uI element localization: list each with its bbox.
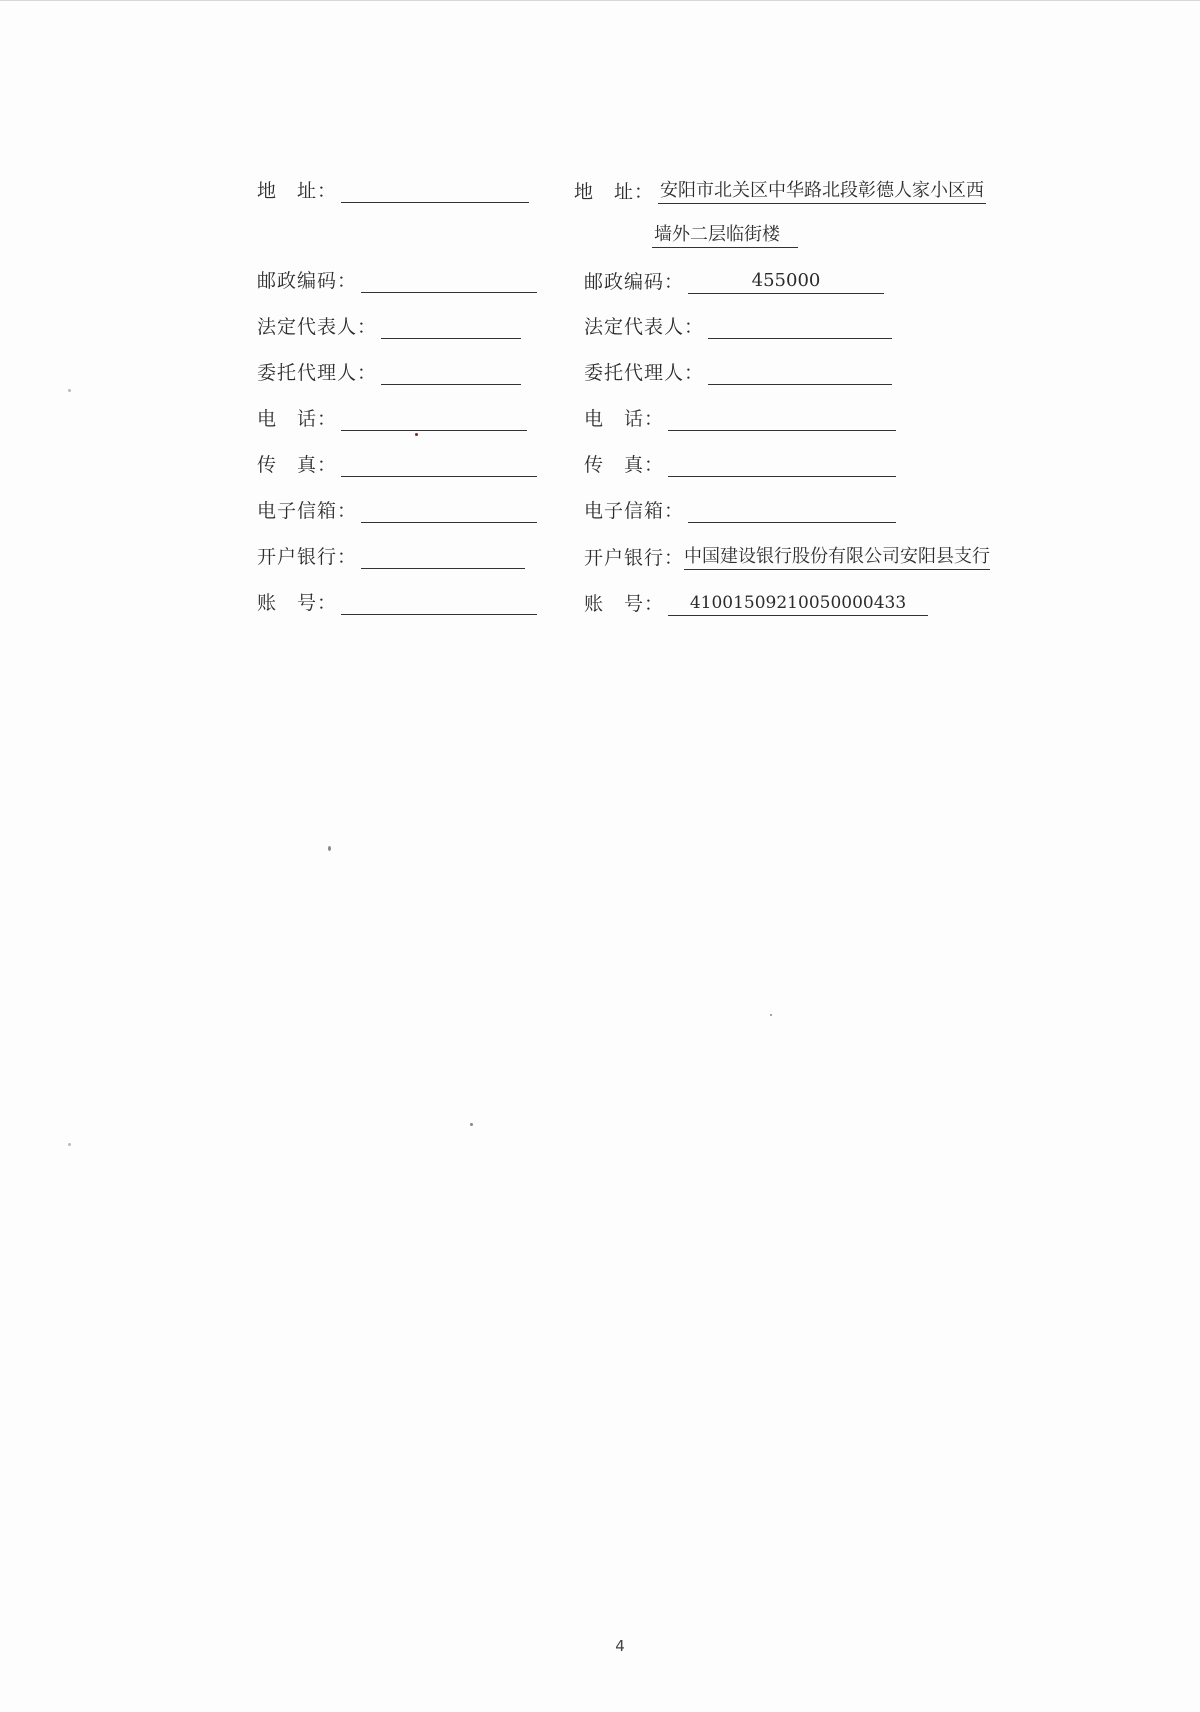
left-account-field <box>257 591 537 615</box>
left-email-label: 电子信箱： <box>257 500 358 522</box>
left-bank-label: 开户银行： <box>257 546 358 568</box>
left-agent-field <box>257 361 521 385</box>
left-postcode-field <box>257 269 537 293</box>
right-legal-rep-field <box>584 315 892 339</box>
left-address-field <box>257 179 529 203</box>
right-fax-label: 传 真： <box>584 454 665 476</box>
left-phone-field <box>257 407 527 431</box>
right-address-value-line1: 安阳市北关区中华路北段彰德人家小区西 <box>658 179 986 204</box>
left-fax-blank <box>341 455 537 477</box>
right-address-field <box>574 179 986 204</box>
scan-speck <box>68 1143 71 1146</box>
scan-speck <box>415 433 418 436</box>
right-postcode-field <box>584 269 884 294</box>
right-bank-value: 中国建设银行股份有限公司安阳县支行 <box>684 545 990 570</box>
scan-speck <box>68 389 71 392</box>
right-address-label: 地 址： <box>574 181 655 203</box>
right-agent-blank <box>708 363 892 385</box>
left-agent-blank <box>381 363 521 385</box>
page-number: 4 <box>615 1637 625 1655</box>
right-agent-field <box>584 361 892 385</box>
right-postcode-label: 邮政编码： <box>584 271 685 293</box>
left-legal-rep-field <box>257 315 521 339</box>
left-bank-blank <box>361 547 525 569</box>
right-account-field <box>584 591 928 616</box>
right-phone-field <box>584 407 896 431</box>
right-phone-blank <box>668 409 896 431</box>
right-address-continuation <box>648 223 798 248</box>
right-legal-rep-blank <box>708 317 892 339</box>
right-bank-field <box>584 545 990 570</box>
left-account-label: 账 号： <box>257 592 338 614</box>
right-agent-label: 委托代理人： <box>584 362 705 384</box>
left-fax-label: 传 真： <box>257 454 338 476</box>
right-postcode-value: 455000 <box>688 269 884 294</box>
left-legal-rep-blank <box>381 317 521 339</box>
right-phone-label: 电 话： <box>584 408 665 430</box>
left-phone-blank <box>341 409 527 431</box>
right-account-value: 41001509210050000433 <box>668 591 928 616</box>
left-address-label: 地 址： <box>257 180 338 202</box>
right-account-label: 账 号： <box>584 593 665 615</box>
right-address-value-line2: 墙外二层临街楼 <box>652 223 798 248</box>
left-address-blank <box>341 181 529 203</box>
right-email-label: 电子信箱： <box>584 500 685 522</box>
left-account-blank <box>341 593 537 615</box>
right-fax-field <box>584 453 896 477</box>
left-email-field <box>257 499 537 523</box>
scan-speck <box>770 1014 772 1016</box>
right-fax-blank <box>668 455 896 477</box>
scan-speck <box>328 846 331 851</box>
right-email-blank <box>688 501 896 523</box>
right-bank-label: 开户银行： <box>584 547 685 569</box>
left-postcode-label: 邮政编码： <box>257 270 358 292</box>
left-phone-label: 电 话： <box>257 408 338 430</box>
left-fax-field <box>257 453 537 477</box>
left-legal-rep-label: 法定代表人： <box>257 316 378 338</box>
right-email-field <box>584 499 896 523</box>
left-postcode-blank <box>361 271 537 293</box>
left-agent-label: 委托代理人： <box>257 362 378 384</box>
left-bank-field <box>257 545 525 569</box>
left-email-blank <box>361 501 537 523</box>
scan-speck <box>470 1123 473 1126</box>
right-legal-rep-label: 法定代表人： <box>584 316 705 338</box>
